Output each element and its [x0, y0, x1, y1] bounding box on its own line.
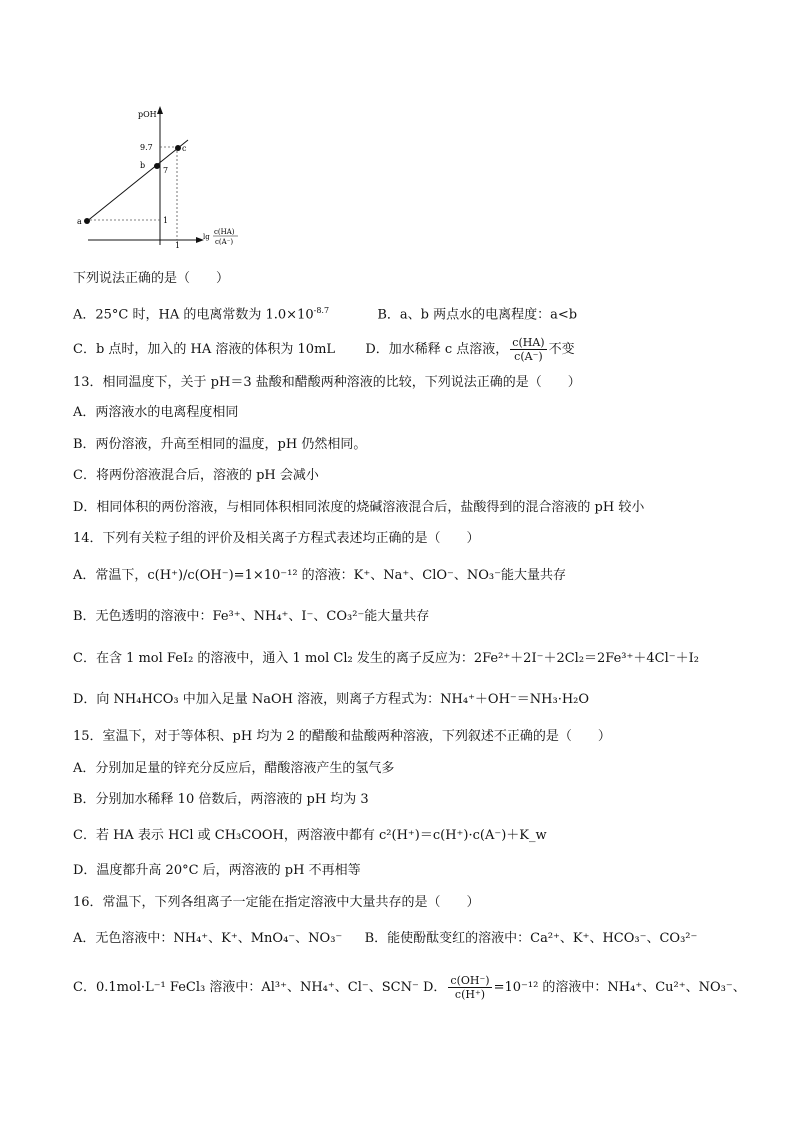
trend-line — [86, 140, 188, 222]
q12-options-ab — [73, 302, 577, 324]
q12-option-d-pre: D．加水稀释 c 点溶液， — [365, 342, 509, 357]
q16-d-num: c(OH⁻) — [450, 974, 490, 987]
x-label-num: c(HA) — [214, 228, 235, 236]
q12-option-d-post: 不变 — [548, 342, 575, 357]
q12-option-d-fraction — [510, 336, 546, 363]
x-label-prefix: lg — [203, 233, 210, 241]
point-b-label: b — [140, 161, 146, 170]
q16-stem: 16．常温下，下列各组离子一定能在指定溶液中大量共存的是（ ） — [73, 895, 480, 910]
q16-option-b: B．能使酚酞变红的溶液中：Ca²⁺、K⁺、HCO₃⁻、CO₃²⁻ — [364, 931, 698, 946]
point-a-label: a — [77, 217, 82, 226]
x-label-den: c(A⁻) — [215, 238, 234, 246]
q15-option-d: D．温度都升高 20°C 后，两溶液的 pH 不再相等 — [73, 863, 361, 878]
q12-option-c: C．b 点时，加入的 HA 溶液的体积为 10mL — [73, 342, 336, 357]
q16-option-a: A．无色溶液中：NH₄⁺、K⁺、MnO₄⁻、NO₃⁻ — [73, 931, 343, 946]
q14-stem: 14．下列有关粒子组的评价及相关离子方程式表述均正确的是（ ） — [73, 531, 480, 546]
y-tick-9-7: 9.7 — [140, 143, 153, 152]
q12-d-num: c(HA) — [512, 336, 545, 349]
q15-stem: 15．室温下，对于等体积、pH 均为 2 的醋酸和盐酸两种溶液，下列叙述不正确的是（ ） — [73, 729, 611, 744]
q15-option-a: A．分别加足量的锌充分反应后，醋酸溶液产生的氢气多 — [73, 761, 395, 776]
q14-option-c: C．在含 1 mol FeI₂ 的溶液中，通入 1 mol Cl₂ 发生的离子反应为：2Fe²⁺＋2I⁻＋2Cl₂＝2Fe³⁺＋4Cl⁻＋I₂ — [73, 651, 699, 666]
q14-option-d: D．向 NH₄HCO₃ 中加入足量 NaOH 溶液，则离子方程式为：NH₄⁺＋OH⁻＝NH₃·H₂O — [73, 692, 590, 707]
x-tick-1: 1 — [175, 241, 181, 250]
q16-option-d-pre: D． — [422, 980, 447, 995]
y-tick-7: 7 — [163, 166, 169, 175]
q12-option-a: A．25°C 时，HA 的电离常数为 1.0×10 — [73, 307, 314, 323]
q12-d-den: c(A⁻) — [514, 350, 543, 363]
q13-stem: 13．相同温度下，关于 pH＝3 盐酸和醋酸两种溶液的比较，下列说法正确的是（ ） — [73, 375, 581, 390]
pOH-graph — [70, 100, 270, 260]
graph-svg — [70, 100, 270, 260]
q16-option-c: C．0.1mol·L⁻¹ FeCl₃ 溶液中：Al³⁺、NH₄⁺、Cl⁻、SCN⁻ — [73, 980, 419, 995]
y-axis-arrow — [157, 106, 163, 114]
q13-option-d: D．相同体积的两份溶液，与相同体积相同浓度的烧碱溶液混合后，盐酸得到的混合溶液的 pH 较小 — [73, 500, 645, 515]
q13-option-b: B．两份溶液，升高至相同的温度，pH 仍然相同。 — [73, 437, 367, 452]
q15-option-b: B．分别加水稀释 10 倍数后，两溶液的 pH 均为 3 — [73, 792, 369, 807]
q14-option-a: A．常温下，c(H⁺)/c(OH⁻)=1×10⁻¹² 的溶液：K⁺、Na⁺、ClO⁻、NO₃⁻能大量共存 — [73, 568, 566, 583]
point-b-marker — [154, 163, 160, 169]
point-c-marker — [175, 145, 181, 151]
q14-option-b: B．无色透明的溶液中：Fe³⁺、NH₄⁺、I⁻、CO₃²⁻能大量共存 — [73, 609, 430, 624]
q16-d-den: c(H⁺) — [454, 988, 486, 1001]
q16-options-cd — [73, 974, 746, 1001]
q12-option-b: B．a、b 两点水的电离程度：a<b — [377, 307, 578, 323]
q13-option-a: A．两溶液水的电离程度相同 — [73, 405, 239, 420]
y-tick-1: 1 — [163, 216, 169, 225]
q16-option-d-fraction — [448, 974, 491, 1001]
point-a-marker — [84, 218, 90, 224]
q13-option-c: C．将两份溶液混合后，溶液的 pH 会减小 — [73, 468, 319, 483]
q16-options-ab — [73, 930, 697, 948]
q12-option-a-exp: -8.7 — [313, 306, 330, 315]
point-c-label: c — [182, 144, 187, 153]
q15-option-c: C．若 HA 表示 HCl 或 CH₃COOH，两溶液中都有 c²(H⁺)＝c(H⁺)·c(A⁻)＋K_w — [73, 828, 547, 843]
q16-option-d-post: =10⁻¹² 的溶液中：NH₄⁺、Cu²⁺、NO₃⁻、 — [493, 980, 746, 995]
q12-options-cd — [73, 336, 575, 363]
y-label: pOH — [138, 110, 157, 119]
q12-stem: 下列说法正确的是（ ） — [73, 271, 230, 286]
